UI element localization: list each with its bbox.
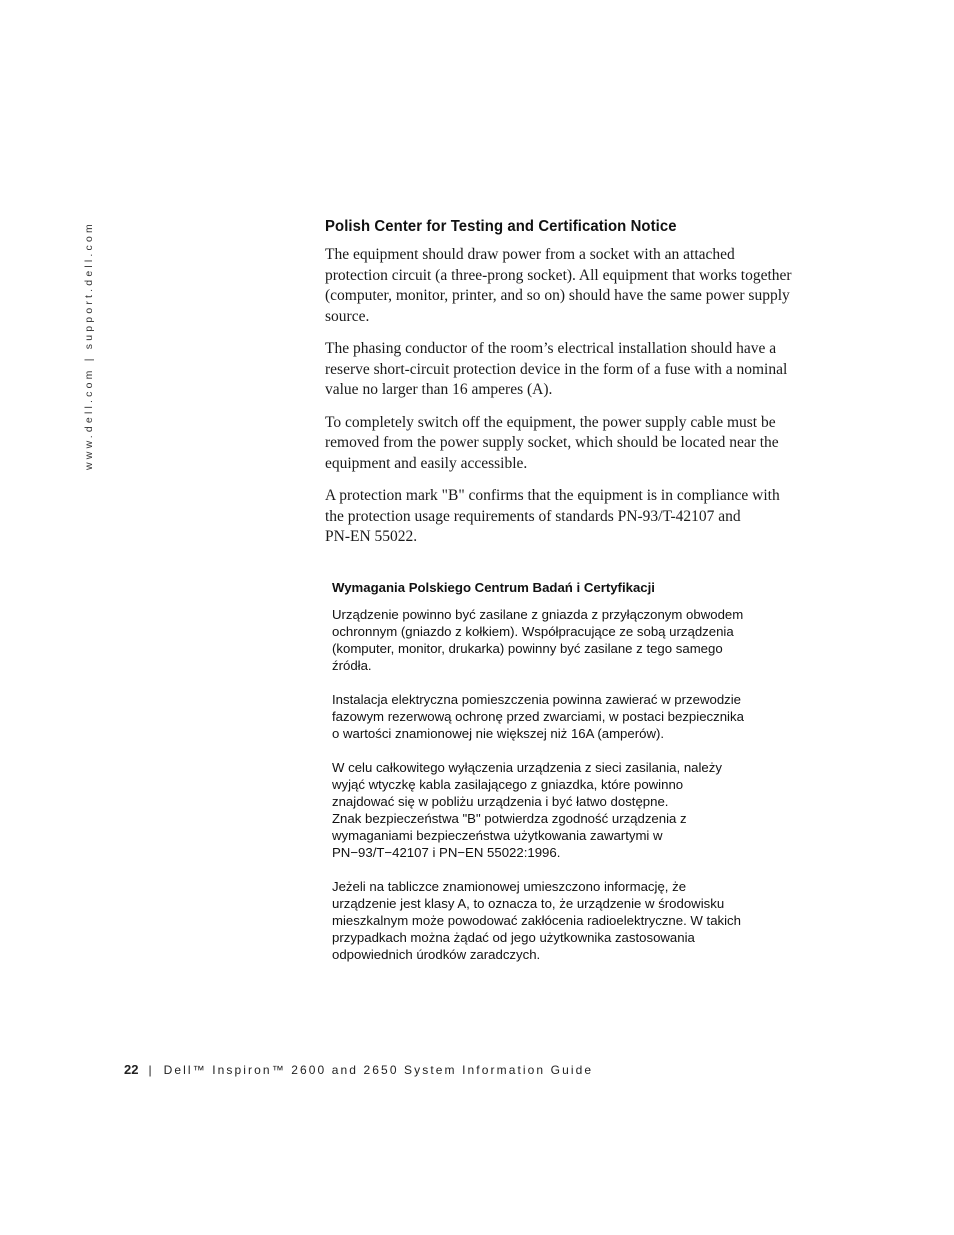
text-line: The equipment should draw power from a socket with an attached [325, 246, 735, 263]
notice-paragraph-2 [325, 339, 825, 401]
polish-title: Wymagania Polskiego Centrum Badań i Certyfikacji [332, 580, 655, 595]
polish-paragraph-5 [332, 878, 802, 963]
text-line: fazowym rezerwową ochronę przed zwarciami, w postaci bezpiecznika [332, 709, 744, 724]
text-line: (komputer, monitor, drukarka) powinny być zasilane z tego samego [332, 641, 723, 656]
text-line: A protection mark "B" confirms that the equipment is in compliance with [325, 487, 780, 504]
text-line: source. [325, 307, 370, 325]
text-line: urządzenie jest klasy A, to oznacza to, że urządzenie w środowisku [332, 896, 725, 911]
text-line: PN-EN 55022. [325, 528, 418, 545]
text-line: wymaganiami bezpieczeństwa użytkowania zawartymi w [332, 828, 663, 843]
polish-paragraph-4 [332, 810, 802, 861]
text-line: To completely switch off the equipment, the power supply cable must be [325, 413, 776, 431]
text-line: mieszkalnym może powodować zakłócenia radioelektryczne. W takich [332, 913, 741, 928]
text-line: źródła. [332, 658, 372, 673]
polish-paragraph-2 [332, 691, 802, 742]
text-line: Jeżeli na tabliczce znamionowej umieszczono informację, że [332, 879, 687, 894]
text-line: removed from the power supply socket, which should be located near the [325, 434, 779, 451]
text-line: reserve short-circuit protection device in the form of a fuse with a nominal [325, 360, 788, 378]
footer-separator: | [148, 1063, 152, 1077]
polish-paragraph-3 [332, 759, 802, 810]
page-footer [124, 1062, 593, 1077]
text-line: value no larger than 16 amperes (A). [325, 381, 553, 398]
text-line: Urządzenie powinno być zasilane z gniazda z przyłączonym obwodem [332, 607, 744, 622]
text-line: protection circuit (a three-prong socket). All equipment that works together [325, 266, 792, 284]
text-line: znajdować się w pobliżu urządzenia i być łatwo dostępne. [332, 794, 669, 809]
notice-paragraph-1 [325, 245, 825, 327]
page-number: 22 [124, 1062, 139, 1077]
text-line: (computer, monitor, printer, and so on) should have the same power supply [325, 287, 790, 304]
text-line: ochronnym (gniazdo z kołkiem). Współpracujące ze sobą urządzenia [332, 624, 734, 639]
notice-paragraph-3 [325, 413, 825, 475]
text-line: PN−93/T−42107 i PN−EN 55022:1996. [332, 845, 561, 860]
polish-notice [332, 580, 802, 980]
text-line: Instalacja elektryczna pomieszczenia powinna zawierać w przewodzie [332, 692, 742, 707]
text-line: Znak bezpieczeństwa "B" potwierdza zgodność urządzenia z [332, 811, 687, 826]
text-line: przypadkach można żądać od jego użytkownika zastosowania [332, 930, 695, 945]
text-line: wyjąć wtyczkę kabla zasilającego z gniazdka, które powinno [332, 777, 684, 792]
text-line: The phasing conductor of the room’s electrical installation should have a [325, 340, 777, 357]
side-url: www.dell.com | support.dell.com [83, 221, 95, 470]
text-line: equipment and easily accessible. [325, 454, 528, 472]
footer-title: Dell™ Inspiron™ 2600 and 2650 System Information Guide [163, 1063, 594, 1077]
text-line: W celu całkowitego wyłączenia urządzenia z sieci zasilania, należy [332, 760, 722, 775]
english-notice [325, 218, 825, 560]
text-line: odpowiednich úrodków zaradczych. [332, 947, 541, 962]
text-line: the protection usage requirements of standards PN-93/T-42107 and [325, 507, 741, 525]
notice-paragraph-4 [325, 486, 825, 548]
polish-paragraph-1 [332, 606, 802, 674]
text-line: o wartości znamionowej nie większej niż 16A (amperów). [332, 726, 665, 741]
notice-title: Polish Center for Testing and Certification Notice [325, 218, 677, 235]
